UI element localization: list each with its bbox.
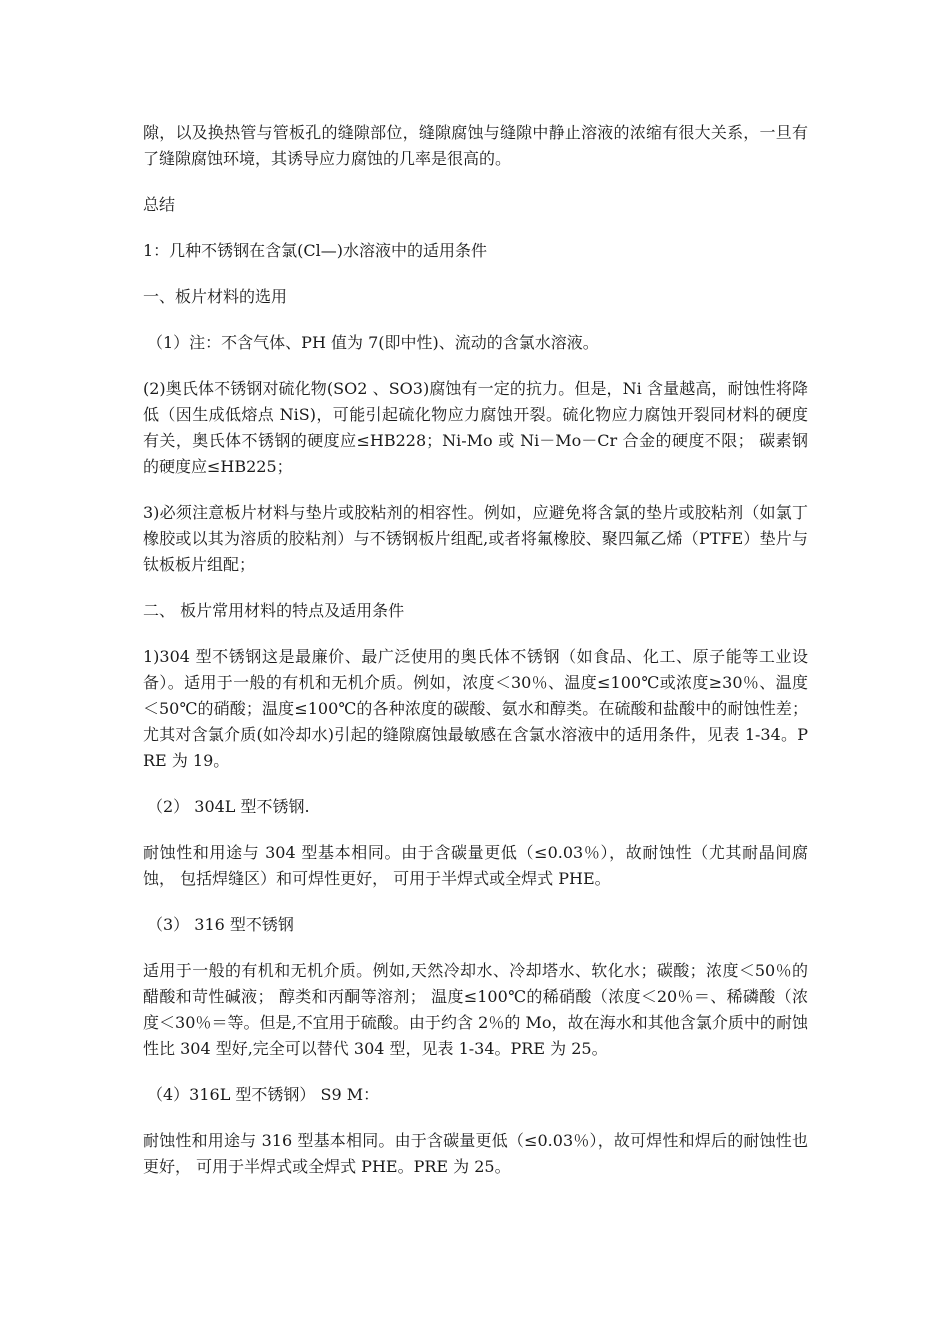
- note-2-sulfide: (2)奥氏体不锈钢对硫化物(SO2 、SO3)腐蚀有一定的抗力。但是，Ni 含量越高，耐蚀性将降低（因生成低熔点 NiS)，可能引起硫化物应力腐蚀开裂。硫化物应力腐蚀开裂同材料的硬度有关，奥氏体不锈钢的硬度应≤HB228；Ni-Mo 或 Ni－Mo－Cr 合金的硬度不限； 碳素钢的硬度应≤HB225；: [143, 379, 808, 476]
- paragraph-316-steel: 适用于一般的有机和无机介质。例如,天然冷却水、冷却塔水、软化水；碳酸；浓度＜50％的醋酸和苛性碱液； 醇类和丙酮等溶剂； 温度≤100℃的稀硝酸（浓度＜20％＝、稀磷酸（浓度＜30％＝等。但是,不宜用于硫酸。由于约含 2％的 Mo，故在海水和其他含氯介质中的耐蚀性比 304 型好,完全可以替代 304 型，见表 1-34。PRE 为 25。: [143, 961, 808, 1058]
- heading-chloride-conditions: 1：几种不锈钢在含氯(Cl—)水溶液中的适用条件: [143, 241, 488, 260]
- heading-316-steel: （3） 316 型不锈钢: [147, 915, 294, 934]
- document-page: [143, 120, 808, 1200]
- heading-316l-steel: （4）316L 型不锈钢） S9 M：: [147, 1085, 380, 1104]
- heading-material-characteristics: 二、 板片常用材料的特点及适用条件: [143, 601, 405, 620]
- paragraph-304l-steel: 耐蚀性和用途与 304 型基本相同。由于含碳量更低（≤0.03％），故耐蚀性（尤其耐晶间腐蚀， 包括焊缝区）和可焊性更好， 可用于半焊式或全焊式 PHE。: [143, 843, 808, 888]
- heading-plate-material-selection: 一、板片材料的选用: [143, 287, 288, 306]
- paragraph-304-steel: 1)304 型不锈钢这是最廉价、最广泛使用的奥氏体不锈钢（如食品、化工、原子能等工业设备）。适用于一般的有机和无机介质。例如，浓度＜30％、温度≤100℃或浓度≥30％、温度＜50℃的硝酸；温度≤100℃的各种浓度的碳酸、氨水和醇类。在硫酸和盐酸中的耐蚀性差；尤其对含氯介质(如冷却水)引起的缝隙腐蚀最敏感在含氯水溶液中的适用条件，见表 1-34。PRE 为 19。: [143, 647, 808, 770]
- heading-summary: 总结: [143, 195, 176, 214]
- note-3-compatibility: 3)必须注意板片材料与垫片或胶粘剂的相容性。例如，应避免将含氯的垫片或胶粘剂（如氯丁橡胶或以其为溶质的胶粘剂）与不锈钢板片组配,或者将氟橡胶、聚四氟乙烯（PTFE）垫片与钛板板片组配；: [143, 503, 808, 574]
- paragraph-316l-steel: 耐蚀性和用途与 316 型基本相同。由于含碳量更低（≤0.03％），故可焊性和焊后的耐蚀性也更好， 可用于半焊式或全焊式 PHE。PRE 为 25。: [143, 1131, 808, 1176]
- heading-304l-steel: （2） 304L 型不锈钢.: [147, 797, 310, 816]
- paragraph-crevice-corrosion: 隙，以及换热管与管板孔的缝隙部位，缝隙腐蚀与缝隙中静止溶液的浓缩有很大关系，一旦有了缝隙腐蚀环境，其诱导应力腐蚀的几率是很高的。: [143, 123, 808, 168]
- note-1: （1）注：不含气体、PH 值为 7(即中性)、流动的含氯水溶液。: [147, 333, 599, 352]
